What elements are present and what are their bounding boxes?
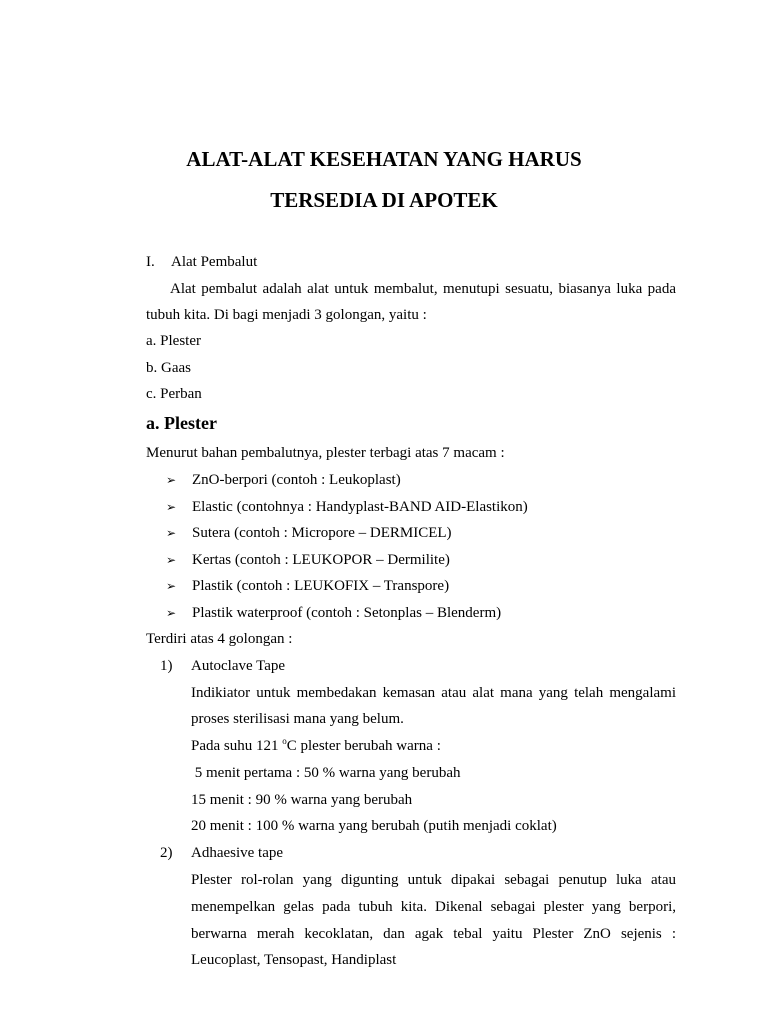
bullet-text: ZnO-berpori (contoh : Leukoplast) <box>192 472 401 488</box>
sub-heading: a. Plester <box>146 413 217 433</box>
item1-time: 20 menit : 100 % warna yang berubah (putih menjadi coklat) <box>191 818 557 834</box>
arrow-bullet-icon: ➢ <box>166 473 177 487</box>
list-item: c. Perban <box>146 386 202 402</box>
item2-desc-line-1: Plester rol-rolan yang digunting untuk dipakai sebagai penutup luka atau <box>191 872 676 888</box>
section-number: I. <box>146 254 155 270</box>
arrow-bullet-icon: ➢ <box>166 526 177 540</box>
bullet-text: Plastik waterproof (contoh : Setonplas – Blenderm) <box>192 605 502 621</box>
bullet-text: Kertas (contoh : LEUKOPOR – Dermilite) <box>192 552 450 568</box>
item1-temperature: Pada suhu 121 $^o$C plester berubah warna : <box>191 736 441 754</box>
item-title: Adhaesive tape <box>191 845 284 861</box>
item-number: 1) <box>160 658 173 674</box>
item1-time: 5 menit pertama : 50 % warna yang berubah <box>191 765 461 781</box>
bullet-item <box>166 497 528 517</box>
title-line-1: ALAT-ALAT KESEHATAN YANG HARUS <box>186 147 582 171</box>
item-number: 2) <box>160 845 173 861</box>
item1-time: 15 menit : 90 % warna yang berubah <box>191 792 413 808</box>
groups-intro: Terdiri atas 4 golongan : <box>146 631 293 647</box>
bullet-text: Sutera (contoh : Micropore – DERMICEL) <box>192 525 452 541</box>
list-item: b. Gaas <box>146 360 191 376</box>
section-paragraph-line-1: Alat pembalut adalah alat untuk membalut, menutupi sesuatu, biasanya luka pada <box>170 281 676 297</box>
plester-intro: Menurut bahan pembalutnya, plester terbagi atas 7 macam : <box>146 445 505 461</box>
item2-desc-line-4: Leucoplast, Tensopast, Handiplast <box>191 952 397 968</box>
bullet-item <box>166 470 401 490</box>
bullet-item <box>166 523 452 543</box>
item2-desc-line-2: menempelkan gelas pada tubuh kita. Dikenal sebagai plester yang berpori, <box>191 899 676 915</box>
arrow-bullet-icon: ➢ <box>166 553 177 567</box>
bullet-item <box>166 550 450 570</box>
section-paragraph-line-2: tubuh kita. Di bagi menjadi 3 golongan, yaitu : <box>146 307 427 323</box>
bullet-text: Elastic (contohnya : Handyplast-BAND AID-Elastikon) <box>192 499 528 515</box>
arrow-bullet-icon: ➢ <box>166 579 177 593</box>
section-heading <box>146 252 257 272</box>
item1-desc-line-2: proses sterilisasi mana yang belum. <box>191 711 404 727</box>
list-item: a. Plester <box>146 333 201 349</box>
bullet-text: Plastik (contoh : LEUKOFIX – Transpore) <box>192 578 450 594</box>
section-title: Alat Pembalut <box>171 254 258 270</box>
item2-desc-line-3: berwarna merah kecoklatan, dan agak tebal yaitu Plester ZnO sejenis : <box>191 926 676 942</box>
arrow-bullet-icon: ➢ <box>166 606 177 620</box>
title-line-2: TERSEDIA DI APOTEK <box>270 188 498 212</box>
arrow-bullet-icon: ➢ <box>166 500 177 514</box>
item-title: Autoclave Tape <box>191 658 286 674</box>
numbered-item-2 <box>160 843 283 863</box>
numbered-item-1 <box>160 656 285 676</box>
item1-desc-line-1: Indikiator untuk membedakan kemasan atau alat mana yang telah mengalami <box>191 685 676 701</box>
bullet-item <box>166 576 449 596</box>
bullet-item <box>166 603 501 623</box>
